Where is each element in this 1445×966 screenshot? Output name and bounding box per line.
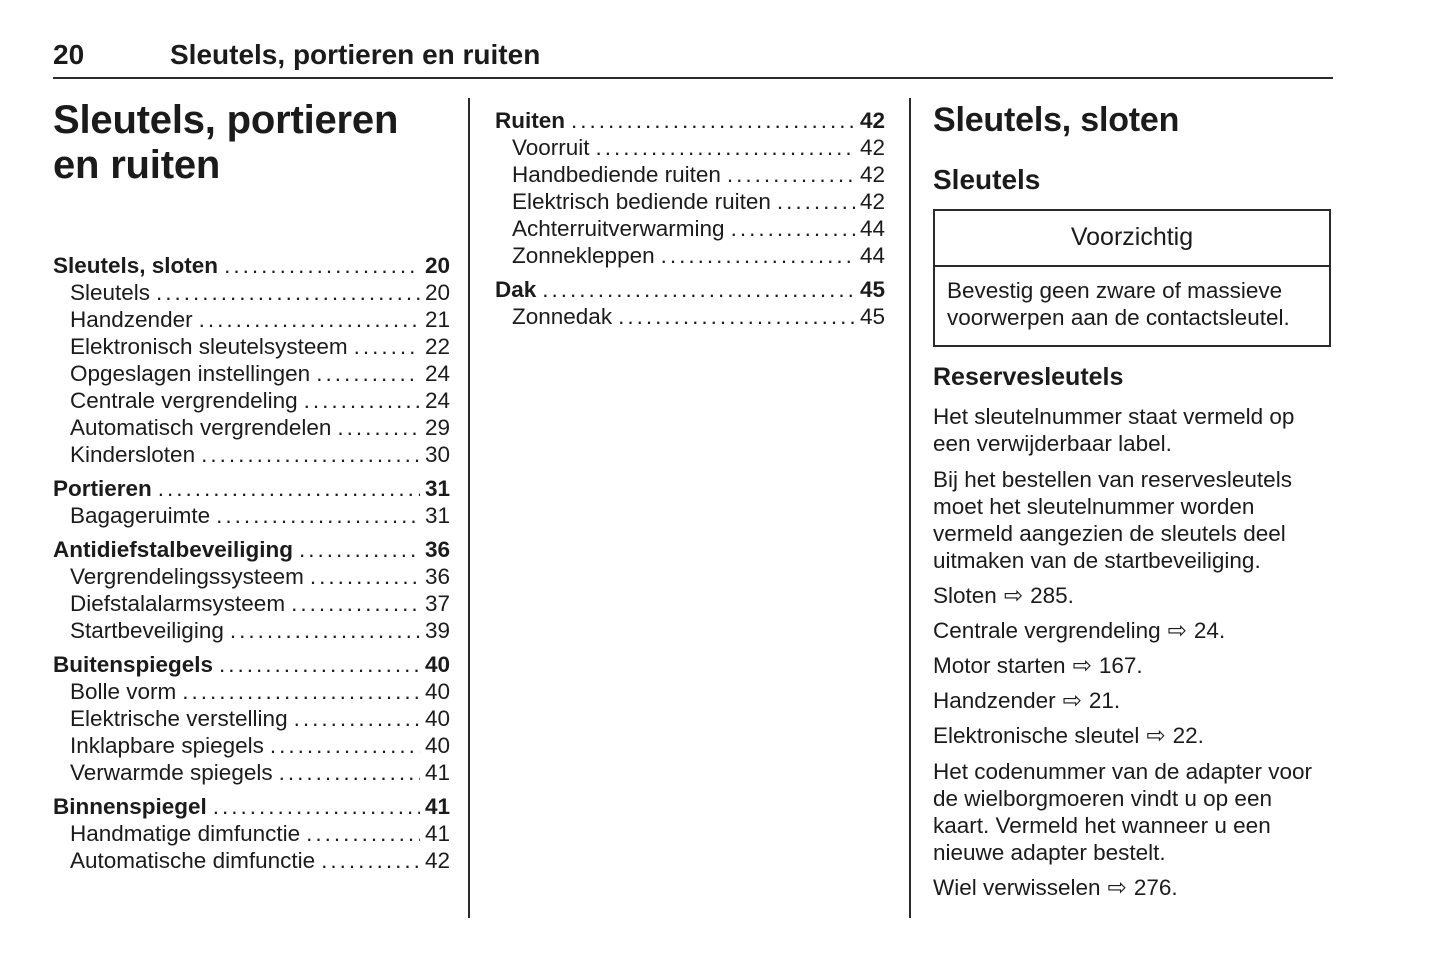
dot-leader xyxy=(270,732,420,759)
dot-leader xyxy=(618,303,855,330)
cross-reference xyxy=(933,687,1331,714)
dot-leader xyxy=(182,678,420,705)
toc-page-number: 40 xyxy=(424,652,450,677)
reference-label: Elektronische sleutel xyxy=(933,723,1140,748)
toc-label: Vergrendelingssysteem xyxy=(70,564,304,589)
toc-page-number: 40 xyxy=(424,706,450,731)
dot-leader xyxy=(201,441,420,468)
paragraph: Bij het bestellen van reservesleutels moet het sleutelnummer worden vermeld aangezien de sleutels deel uitmaken van de startbeveiliging. xyxy=(933,467,1292,573)
toc-label: Sleutels, sloten xyxy=(53,253,219,278)
toc-label: Diefstalalarmsysteem xyxy=(70,591,286,616)
dot-leader xyxy=(291,590,420,617)
dot-leader xyxy=(158,475,420,502)
paragraph: Het sleutelnummer staat vermeld op een verwijderbaar label. xyxy=(933,404,1295,456)
toc-entry xyxy=(53,306,450,333)
toc-page-number: 31 xyxy=(424,476,450,501)
dot-leader xyxy=(224,252,420,279)
page-number: 20 xyxy=(53,39,85,70)
dot-leader xyxy=(156,279,420,306)
toc-page-number: 45 xyxy=(859,304,885,329)
toc-page-number: 44 xyxy=(859,216,885,241)
dot-leader xyxy=(306,820,420,847)
toc-entry xyxy=(53,333,450,360)
reference-arrow-icon: ⇨ xyxy=(1107,874,1127,900)
header-rule xyxy=(53,77,1333,79)
toc-page-number: 24 xyxy=(424,361,450,386)
toc-page-number: 44 xyxy=(859,243,885,268)
caution-title: Voorzichtig xyxy=(935,211,1329,267)
dot-leader xyxy=(354,333,420,360)
toc-list-left xyxy=(53,252,450,874)
toc-entry xyxy=(53,793,450,820)
toc-page-number: 40 xyxy=(424,679,450,704)
toc-entry xyxy=(53,759,450,786)
toc-entry xyxy=(53,502,450,529)
toc-label: Bagageruimte xyxy=(70,503,211,528)
toc-label: Zonnekleppen xyxy=(512,243,655,268)
toc-entry xyxy=(495,161,885,188)
subsection-title: Sleutels xyxy=(933,164,1041,195)
toc-page-number: 36 xyxy=(424,537,450,562)
dot-leader xyxy=(219,651,420,678)
toc-label: Opgeslagen instellingen xyxy=(70,361,311,386)
toc-page-number: 41 xyxy=(424,794,450,819)
toc-entry xyxy=(495,134,885,161)
toc-label: Elektrische verstelling xyxy=(70,706,288,731)
toc-label: Elektronisch sleutelsysteem xyxy=(70,334,348,359)
reference-label: Wiel verwisselen xyxy=(933,875,1101,900)
dot-leader xyxy=(316,360,420,387)
dot-leader xyxy=(294,705,420,732)
toc-entry xyxy=(53,279,450,306)
toc-page-number: 42 xyxy=(859,108,885,133)
toc-label: Kindersloten xyxy=(70,442,196,467)
dot-leader xyxy=(542,276,855,303)
toc-page-number: 29 xyxy=(424,415,450,440)
toc-page-number: 22 xyxy=(424,334,450,359)
dot-leader xyxy=(216,502,420,529)
toc-label: Centrale vergrendeling xyxy=(70,388,298,413)
toc-entry xyxy=(495,242,885,269)
chapter-title xyxy=(53,98,450,188)
toc-entry xyxy=(53,563,450,590)
toc-label: Voorruit xyxy=(512,135,590,160)
toc-entry xyxy=(53,820,450,847)
toc-entry xyxy=(53,651,450,678)
dot-leader xyxy=(279,759,420,786)
toc-page-number: 24 xyxy=(424,388,450,413)
toc-label: Portieren xyxy=(53,476,152,501)
reference-arrow-icon: ⇨ xyxy=(1146,722,1166,748)
toc-label: Handzender xyxy=(70,307,193,332)
toc-label: Handbediende ruiten xyxy=(512,162,721,187)
toc-page-number: 42 xyxy=(859,189,885,214)
column-left xyxy=(53,98,450,874)
paragraph: Het codenummer van de adapter voor de wielborgmoeren vindt u op een kaart. Vermeld het wanneer u een nieuwe adapter bestelt. xyxy=(933,759,1312,865)
toc-label: Ruiten xyxy=(495,108,565,133)
toc-entry xyxy=(53,387,450,414)
toc-page-number: 41 xyxy=(424,821,450,846)
caution-box xyxy=(933,209,1331,347)
toc-page-number: 31 xyxy=(424,503,450,528)
toc-label: Sleutels xyxy=(70,280,151,305)
toc-label: Automatisch vergrendelen xyxy=(70,415,332,440)
dot-leader xyxy=(299,536,420,563)
toc-page-number: 42 xyxy=(424,848,450,873)
cross-reference xyxy=(933,874,1331,901)
toc-label: Startbeveiliging xyxy=(70,618,224,643)
toc-entry xyxy=(495,215,885,242)
toc-entry xyxy=(53,617,450,644)
reference-label: Handzender xyxy=(933,688,1056,713)
dot-leader xyxy=(230,617,420,644)
dot-leader xyxy=(571,107,855,134)
toc-label: Automatische dimfunctie xyxy=(70,848,316,873)
running-header xyxy=(53,40,1445,70)
toc-page-number: 45 xyxy=(859,277,885,302)
toc-page-number: 20 xyxy=(424,253,450,278)
reference-page: 167. xyxy=(1098,653,1143,678)
toc-label: Bolle vorm xyxy=(70,679,177,704)
reference-page: 285. xyxy=(1030,583,1074,608)
dot-leader xyxy=(199,306,420,333)
toc-list-middle xyxy=(495,107,885,330)
toc-page-number: 20 xyxy=(424,280,450,305)
toc-page-number: 42 xyxy=(859,162,885,187)
toc-label: Inklapbare spiegels xyxy=(70,733,264,758)
toc-page-number: 30 xyxy=(424,442,450,467)
dot-leader xyxy=(213,793,420,820)
toc-entry xyxy=(495,303,885,330)
reserve-keys-heading: Reservesleutels xyxy=(933,363,1124,391)
reference-page: 21. xyxy=(1088,688,1121,713)
dot-leader xyxy=(731,215,855,242)
reference-arrow-icon: ⇨ xyxy=(1003,582,1024,608)
toc-entry xyxy=(53,252,450,279)
header-title: Sleutels, portieren en ruiten xyxy=(170,39,541,70)
column-separator xyxy=(909,98,911,918)
content-columns xyxy=(53,98,1445,918)
dot-leader xyxy=(596,134,855,161)
section-title: Sleutels, sloten xyxy=(933,101,1180,139)
chapter-title-line2: en ruiten xyxy=(53,143,221,187)
dot-leader xyxy=(321,847,420,874)
toc-label: Antidiefstalbeveiliging xyxy=(53,537,294,562)
toc-entry xyxy=(53,475,450,502)
toc-page-number: 41 xyxy=(424,760,450,785)
toc-page-number: 42 xyxy=(859,135,885,160)
toc-label: Binnenspiegel xyxy=(53,794,207,819)
reference-page: 22. xyxy=(1172,723,1204,748)
cross-reference xyxy=(933,652,1331,679)
dot-leader xyxy=(777,188,855,215)
chapter-title-line1: Sleutels, portieren xyxy=(53,98,399,142)
cross-reference xyxy=(933,722,1331,749)
reference-arrow-icon: ⇨ xyxy=(1167,617,1187,643)
toc-label: Zonnedak xyxy=(512,304,613,329)
dot-leader xyxy=(337,414,420,441)
toc-entry xyxy=(495,276,885,303)
caution-body: Bevestig geen zware of massieve voorwerpen aan de contactsleutel. xyxy=(947,278,1290,330)
toc-label: Handmatige dimfunctie xyxy=(70,821,301,846)
toc-label: Buitenspiegels xyxy=(53,652,214,677)
toc-entry xyxy=(53,360,450,387)
reference-label: Centrale vergrendeling xyxy=(933,618,1161,643)
dot-leader xyxy=(310,563,420,590)
reference-page: 24. xyxy=(1193,618,1226,643)
toc-entry xyxy=(53,847,450,874)
cross-reference xyxy=(933,617,1331,644)
toc-label: Achterruitverwarming xyxy=(512,216,725,241)
toc-label: Dak xyxy=(495,277,537,302)
dot-leader xyxy=(727,161,855,188)
toc-entry xyxy=(53,705,450,732)
toc-entry xyxy=(53,536,450,563)
toc-label: Verwarmde spiegels xyxy=(70,760,273,785)
toc-page-number: 40 xyxy=(424,733,450,758)
toc-page-number: 37 xyxy=(424,591,450,616)
toc-entry xyxy=(53,414,450,441)
column-separator xyxy=(468,98,470,918)
toc-page-number: 39 xyxy=(424,618,450,643)
dot-leader xyxy=(661,242,855,269)
toc-page-number: 36 xyxy=(424,564,450,589)
toc-entry xyxy=(495,107,885,134)
dot-leader xyxy=(304,387,420,414)
reference-arrow-icon: ⇨ xyxy=(1062,687,1082,713)
reference-arrow-icon: ⇨ xyxy=(1072,652,1092,678)
reference-page: 276. xyxy=(1133,875,1178,900)
column-right xyxy=(933,98,1331,901)
cross-reference xyxy=(933,582,1331,609)
toc-label: Elektrisch bediende ruiten xyxy=(512,189,771,214)
toc-entry xyxy=(53,590,450,617)
reference-label: Motor starten xyxy=(933,653,1066,678)
toc-entry xyxy=(53,678,450,705)
toc-entry xyxy=(53,732,450,759)
column-middle xyxy=(495,98,885,330)
reference-label: Sloten xyxy=(933,583,997,608)
toc-page-number: 21 xyxy=(424,307,450,332)
toc-entry xyxy=(495,188,885,215)
toc-entry xyxy=(53,441,450,468)
